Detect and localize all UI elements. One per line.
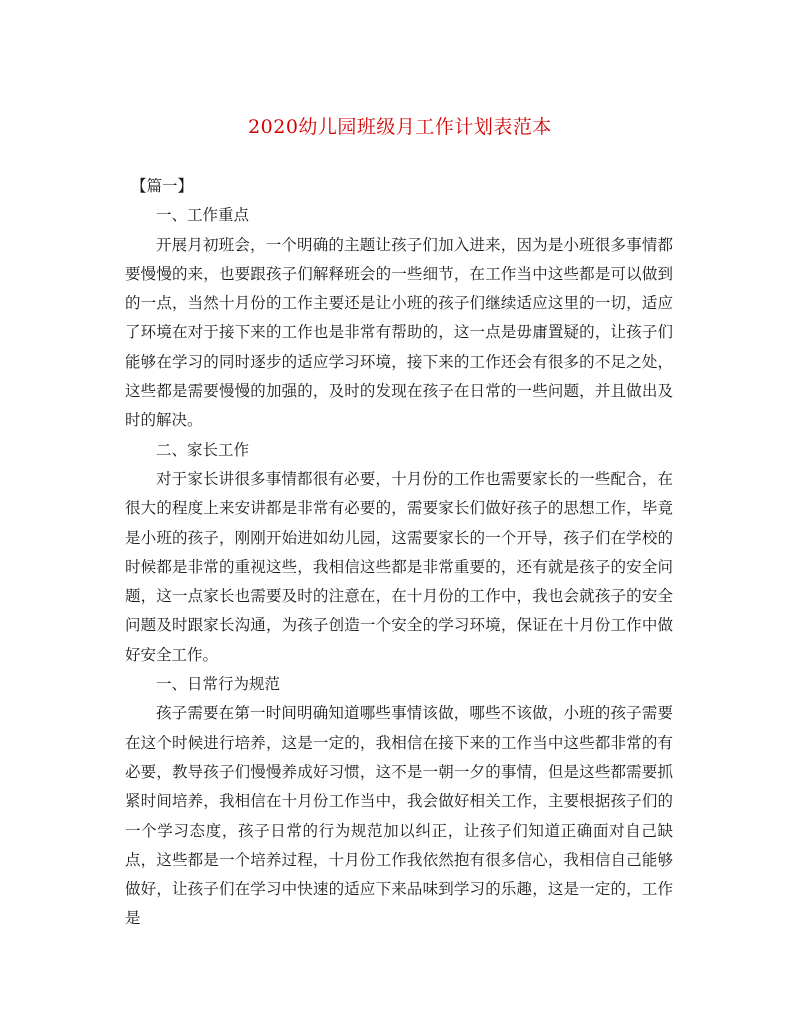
paragraph-parent-work: 对于家长讲很多事情都很有必要，十月份的工作也需要家长的一些配合，在很大的程度上来安讲都是非常有必要的，需要家长们做好孩子的思想工作，毕竟是小班的孩子，刚刚开始进如幼儿园，这需要家长的一个开导，孩子们在学校的时候都是非常的重视这些，我相信这些都是非常重要的，还有就是孩子的安全问题，这一点家长也需要及时的注意在，在十月份的工作中，我也会就孩子的安全问题及时跟家长沟通，为孩子创造一个安全的学习环境，保证在十月份工作中做好安全工作。 bbox=[125, 469, 673, 664]
paragraph-daily-behavior: 孩子需要在第一时间明确知道哪些事情该做，哪些不该做，小班的孩子需要在这个时候进行培养，这是一定的，我相信在接下来的工作当中这些都非常的有必要，教导孩子们慢慢养成好习惯，这不是一朝一夕的事情，但是这些都需要抓紧时间培养，我相信在十月份工作当中，我会做好相关工作，主要根据孩子们的一个学习态度，孩子日常的行为规范加以纠正，让孩子们知道正确面对自己缺点，这些都是一个培养过程，十月份工作我依然抱有很多信心，我相信自己能够做好，让孩子们在学习中快速的适应下来品味到学习的乐趣，这是一定的，工作是 bbox=[125, 704, 673, 928]
paragraph-work-focus: 开展月初班会，一个明确的主题让孩子们加入进来，因为是小班很多事情都要慢慢的来，也要跟孩子们解释班会的一些细节，在工作当中这些都是可以做到的一点，当然十月份的工作主要还是让小班的孩子们继续适应这里的一切，适应了环境在对于接下来的工作也是非常有帮助的，这一点是毋庸置疑的，让孩子们能够在学习的同时逐步的适应学习环境，接下来的工作还会有很多的不足之处，这些都是需要慢慢的加强的，及时的发现在孩子在日常的一些问题，并且做出及时的解决。 bbox=[125, 235, 673, 430]
document-title: 2020幼儿园班级月工作计划表范本 bbox=[248, 116, 552, 138]
section-label: 【篇一】 bbox=[131, 177, 194, 195]
heading-daily-behavior: 一、日常行为规范 bbox=[156, 675, 281, 694]
heading-parent-work: 二、家长工作 bbox=[156, 440, 250, 459]
document-body bbox=[125, 172, 673, 934]
heading-work-focus: 一、工作重点 bbox=[156, 206, 250, 225]
